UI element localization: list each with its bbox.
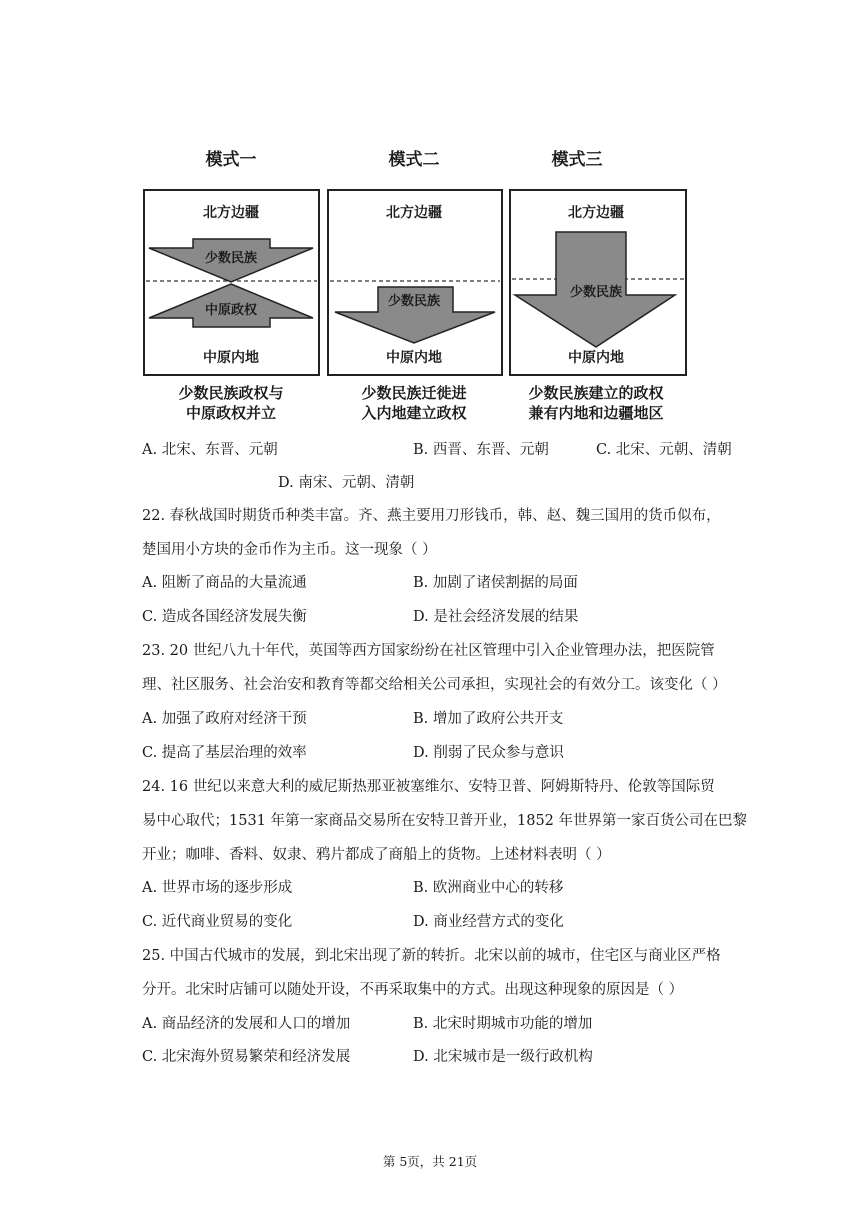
q23-option-a: A. 加强了政府对经济干预 xyxy=(142,711,307,727)
model-2-top-label: 北方边疆 xyxy=(386,205,442,221)
model-3-caption-line1: 少数民族建立的政权 xyxy=(528,384,664,402)
q25-option-b: B. 北宋时期城市功能的增加 xyxy=(413,1016,593,1032)
model-2-caption-line2: 入内地建立政权 xyxy=(361,404,467,422)
q25-option-c: C. 北宋海外贸易繁荣和经济发展 xyxy=(142,1049,351,1065)
model-3-caption-line2: 兼有内地和边疆地区 xyxy=(528,404,664,422)
model-1-title: 模式一 xyxy=(205,150,257,170)
q25-option-d: D. 北宋城市是一级行政机构 xyxy=(413,1049,593,1065)
model-1-caption-line1: 少数民族政权与 xyxy=(178,384,284,402)
q22-stem-line2: 楚国用小方块的金币作为主币。这一现象（ ） xyxy=(142,542,437,558)
model-2-arrow-label: 少数民族 xyxy=(387,294,441,309)
q21-option-d: D. 南宋、元朝、清朝 xyxy=(278,475,415,491)
model-3-top-label: 北方边疆 xyxy=(568,205,624,221)
model-2-caption-line1: 少数民族迁徙进 xyxy=(361,384,467,402)
q25-stem-line2: 分开。北宋时店铺可以随处开设，不再采取集中的方式。出现这种现象的原因是（ ） xyxy=(142,982,684,998)
q22-stem-line1: 22. 春秋战国时期货币种类丰富。齐、燕主要用刀形钱币，韩、赵、魏三国用的货币似布， xyxy=(142,508,721,524)
q22-option-d: D. 是社会经济发展的结果 xyxy=(413,609,579,625)
q23-option-b: B. 增加了政府公共开支 xyxy=(413,711,564,727)
q23-stem-line2: 理、社区服务、社会治安和教育等都交给相关公司承担，实现社会的有效分工。该变化（ ） xyxy=(142,677,727,693)
model-2-title: 模式二 xyxy=(388,150,440,170)
q21-option-c: C. 北宋、元朝、清朝 xyxy=(596,442,732,458)
model-3-bottom-label: 中原内地 xyxy=(568,350,624,366)
model-2-bottom-label: 中原内地 xyxy=(386,350,442,366)
q24-option-c: C. 近代商业贸易的变化 xyxy=(142,914,293,930)
q23-stem-line1: 23. 20 世纪八九十年代，英国等西方国家纷纷在社区管理中引入企业管理办法，把医院管 xyxy=(142,643,715,659)
q21-option-b: B. 西晋、东晋、元朝 xyxy=(413,442,549,458)
minority-regime-models-diagram xyxy=(0,0,860,430)
q24-stem-line3: 开业；咖啡、香料、奴隶、鸦片都成了商船上的货物。上述材料表明（ ） xyxy=(142,847,611,863)
q24-option-b: B. 欧洲商业中心的转移 xyxy=(413,880,564,896)
model-3-title: 模式三 xyxy=(551,150,603,170)
page-number-footer: 第 5页，共 21页 xyxy=(382,1154,478,1169)
q22-option-c: C. 造成各国经济发展失衡 xyxy=(142,609,307,625)
q24-option-d: D. 商业经营方式的变化 xyxy=(413,914,564,930)
q23-option-c: C. 提高了基层治理的效率 xyxy=(142,745,307,761)
q22-option-a: A. 阻断了商品的大量流通 xyxy=(142,575,307,591)
q21-option-a: A. 北宋、东晋、元朝 xyxy=(142,442,278,458)
q24-option-a: A. 世界市场的逐步形成 xyxy=(142,880,293,896)
q24-stem-line2: 易中心取代；1531 年第一家商品交易所在安特卫普开业，1852 年世界第一家百货公司在巴黎 xyxy=(142,813,748,829)
q23-option-d: D. 削弱了民众参与意识 xyxy=(413,745,564,761)
model-1-top-label: 北方边疆 xyxy=(203,205,259,221)
q22-option-b: B. 加剧了诸侯割据的局面 xyxy=(413,575,578,591)
model-1-arrow-upper-label: 少数民族 xyxy=(204,251,258,266)
model-1-bottom-label: 中原内地 xyxy=(203,350,259,366)
q25-stem-line1: 25. 中国古代城市的发展，到北宋出现了新的转折。北宋以前的城市，住宅区与商业区严格 xyxy=(142,948,721,964)
model-1-caption-line2: 中原政权并立 xyxy=(185,404,277,422)
q24-stem-line1: 24. 16 世纪以来意大利的威尼斯热那亚被塞维尔、安特卫普、阿姆斯特丹、伦敦等国际贸 xyxy=(142,779,715,795)
model-3-arrow-label: 少数民族 xyxy=(569,285,623,300)
model-1-arrow-lower-label: 中原政权 xyxy=(204,303,258,318)
q25-option-a: A. 商品经济的发展和人口的增加 xyxy=(142,1016,351,1032)
